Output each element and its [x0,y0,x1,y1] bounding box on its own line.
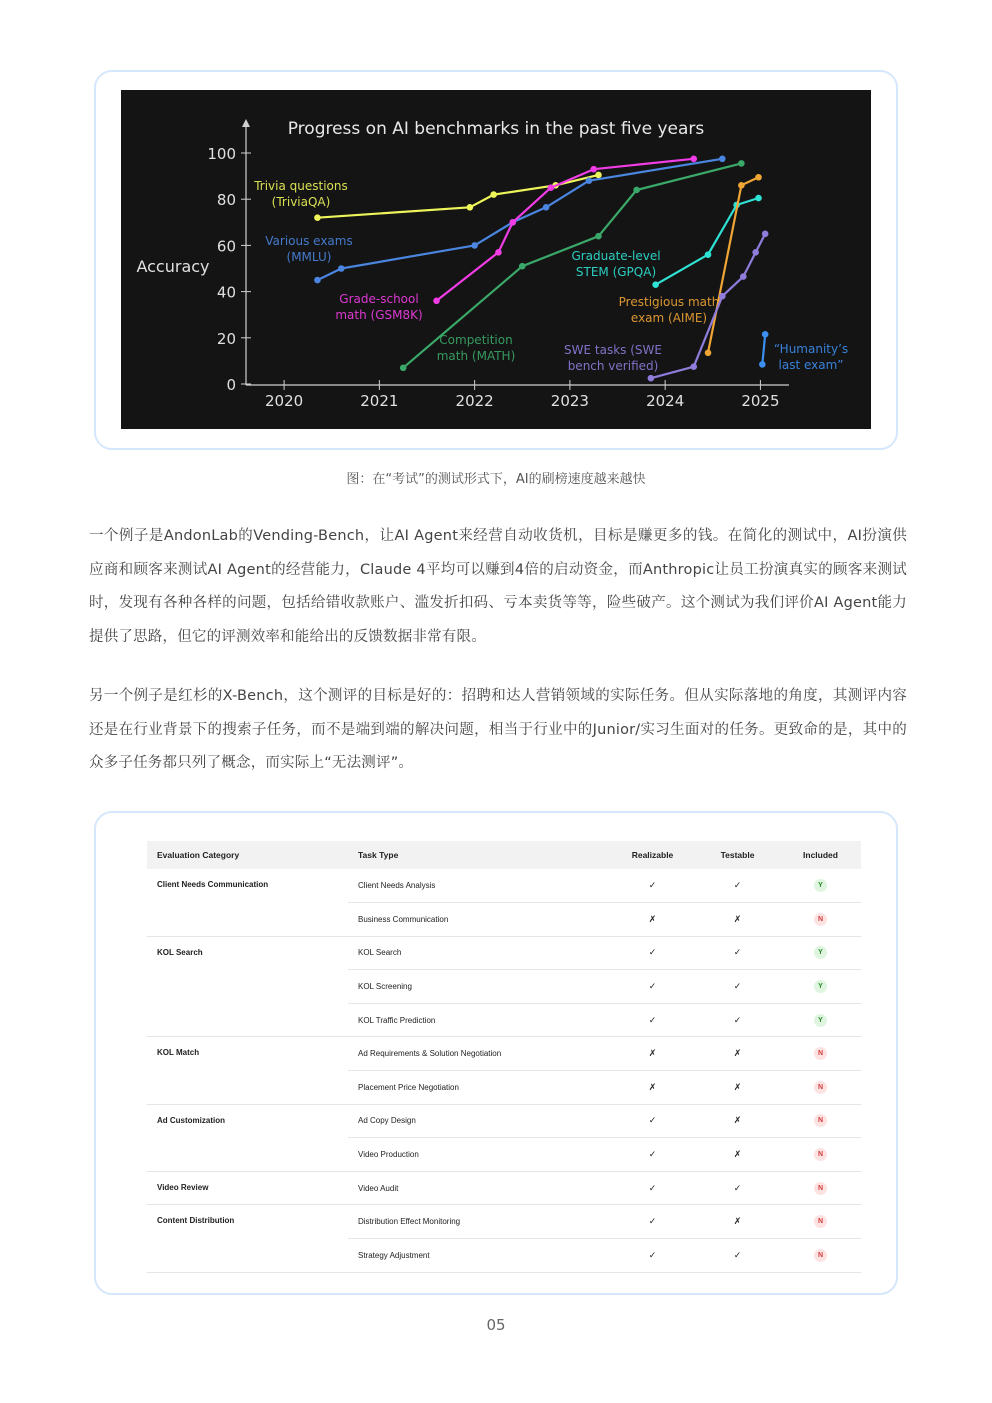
y-tick-label: 40 [216,283,236,302]
x-tick-label: 2023 [550,392,589,410]
testable-cell: ✓ [695,1171,780,1205]
x-tick-label: 2020 [265,392,304,410]
series-line [762,334,765,364]
realizable-cell: ✗ [610,1071,695,1105]
included-badge: N [814,1047,827,1060]
testable-cell: ✗ [695,1205,780,1239]
table-body [147,869,861,1272]
data-point [467,204,474,211]
data-point [586,177,593,184]
category-cell: Ad Customization [147,1104,348,1171]
included-cell [780,869,861,903]
included-cell [780,1037,861,1071]
included-badge: N [814,1249,827,1262]
realizable-cell: ✓ [610,1239,695,1273]
realizable-cell: ✓ [610,1104,695,1138]
data-point [495,249,502,256]
realizable-cell: ✓ [610,1003,695,1037]
x-tick-label: 2021 [360,392,399,410]
y-tick-label: 0 [226,376,236,394]
included-cell [780,936,861,970]
testable-cell: ✗ [695,1138,780,1172]
y-tick-label: 80 [216,191,236,210]
series-label: Graduate-level [571,249,661,263]
included-badge: N [814,1182,827,1195]
data-point [759,361,766,368]
table-row [147,1205,861,1239]
data-point [705,251,712,258]
header-evaluation-category: Evaluation Category [147,841,348,869]
task-type-cell: Video Production [348,1138,610,1172]
table-row [147,936,861,970]
page-number: 05 [486,1316,506,1334]
task-type-cell: Ad Requirements & Solution Negotiation [348,1037,610,1071]
included-cell [780,1171,861,1205]
data-point [471,242,478,249]
data-point [652,281,659,288]
testable-cell: ✗ [695,1104,780,1138]
table-header-row [147,841,861,869]
series-label: Trivia questions [254,179,348,193]
benchmark-chart [121,90,871,429]
realizable-cell: ✓ [610,869,695,903]
realizable-cell: ✓ [610,1171,695,1205]
series-label: exam (AIME) [630,311,708,325]
realizable-cell: ✓ [610,970,695,1004]
series-line [708,177,759,352]
data-point [433,298,440,305]
x-tick-label: 2024 [646,392,685,410]
included-badge: N [814,1148,827,1161]
realizable-cell: ✓ [610,1205,695,1239]
header-included: Included [780,841,861,869]
table-row [147,869,861,903]
testable-cell: ✗ [695,903,780,937]
included-badge: Y [814,879,827,892]
included-badge: N [814,1215,827,1228]
series-line [317,175,598,218]
series-line [656,198,759,285]
paragraph-x-bench: 另一个例子是红杉的X-Bench，这个测评的目标是好的：招聘和达人营销领域的实际任务。但从实际落地的角度，其测评内容还是在行业背景下的搜索子任务，而不是端到端的解决问题，相当于行业中的Junior/实习生面对的任务。更致命的是，其中的众多子任务都只列了概念，而实际上“无法测评”。 [89,688,907,771]
task-type-cell: Business Communication [348,903,610,937]
category-cell: Video Review [147,1171,348,1205]
y-tick-label: 20 [216,329,236,348]
included-cell [780,1003,861,1037]
task-type-cell: KOL Traffic Prediction [348,1003,610,1037]
data-point [314,214,321,221]
data-point [509,219,516,226]
table-row [147,1037,861,1071]
y-axis-arrow [242,119,250,127]
data-point [595,233,602,240]
table-row [147,1171,861,1205]
paragraph-vending-bench: 一个例子是AndonLab的Vending-Bench，让AI Agent来经营自动收货机，目标是赚更多的钱。在简化的测试中，AI扮演供应商和顾客来测试AI Agent的经营能力，Claude 4平均可以赚到4倍的启动资金，而Anthropic让员工扮演真实的顾客来测试时，发现有各种各样的问题，包括给错收款账户、滥发折扣码、亏本卖货等等，险些破产。这个测试为我们评价AI Agent能力提供了思路，但它的评测效率和能给出的反馈数据非常有限。 [89,528,907,645]
included-cell [780,903,861,937]
testable-cell: ✓ [695,970,780,1004]
task-type-cell: Video Audit [348,1171,610,1205]
series-label: Competition [439,333,513,347]
data-point [690,155,697,162]
data-point [762,231,769,238]
category-cell: Client Needs Communication [147,869,348,936]
testable-cell: ✓ [695,1239,780,1273]
included-badge: Y [814,1014,827,1027]
data-point [595,172,602,179]
realizable-cell: ✓ [610,1138,695,1172]
data-point [755,195,762,202]
x-tick-label: 2025 [741,392,780,410]
series-label: Various exams [265,234,353,248]
category-cell: Content Distribution [147,1205,348,1272]
y-axis-label: Accuracy [136,257,210,276]
testable-cell: ✓ [695,936,780,970]
series-label: (TriviaQA) [271,195,331,209]
data-point [705,350,712,357]
realizable-cell: ✗ [610,1037,695,1071]
data-point [690,363,697,370]
x-tick-label: 2022 [455,392,494,410]
series-label: math (GSM8K) [335,308,423,322]
data-point [548,184,555,191]
included-cell [780,1071,861,1105]
included-cell [780,970,861,1004]
data-point [719,293,726,300]
task-type-cell: Client Needs Analysis [348,869,610,903]
data-point [633,187,640,194]
task-type-cell: Placement Price Negotiation [348,1071,610,1105]
header-realizable: Realizable [610,841,695,869]
series-label: SWE tasks (SWE [564,343,662,357]
table-row [147,1104,861,1138]
y-tick-label: 100 [207,145,236,163]
task-type-cell: Ad Copy Design [348,1104,610,1138]
realizable-cell: ✓ [610,936,695,970]
data-point [755,174,762,181]
data-point [738,160,745,167]
series-label: math (MATH) [436,349,516,363]
testable-cell: ✗ [695,1071,780,1105]
included-cell [780,1239,861,1273]
included-cell [780,1138,861,1172]
figure-caption: 图：在“考试”的测试形式下，AI的刷榜速度越来越快 [346,472,646,487]
included-cell [780,1205,861,1239]
series-label: Grade-school [339,292,419,306]
data-point [314,277,321,284]
task-type-cell: KOL Screening [348,970,610,1004]
series-label: bench verified) [567,359,659,373]
series-label: (MMLU) [286,250,332,264]
data-point [338,265,345,272]
chart-title: Progress on AI benchmarks in the past five years [287,119,705,139]
y-tick-label: 60 [216,237,236,256]
task-type-cell: KOL Search [348,936,610,970]
included-badge: N [814,913,827,926]
series-line [317,159,722,280]
task-type-cell: Distribution Effect Monitoring [348,1205,610,1239]
category-cell: KOL Search [147,936,348,1037]
included-badge: N [814,1114,827,1127]
testable-cell: ✗ [695,1037,780,1071]
included-cell [780,1104,861,1138]
testable-cell: ✓ [695,869,780,903]
included-badge: Y [814,980,827,993]
data-point [752,249,759,256]
evaluation-table [147,841,861,1273]
data-point [762,331,769,338]
data-point [519,263,526,270]
header-testable: Testable [695,841,780,869]
data-point [738,182,745,189]
included-badge: N [814,1081,827,1094]
data-point [400,365,407,372]
series-line [437,159,694,301]
data-point [490,191,497,198]
task-type-cell: Strategy Adjustment [348,1239,610,1273]
category-cell: KOL Match [147,1037,348,1104]
testable-cell: ✓ [695,1003,780,1037]
series-label: Prestigious math [618,295,720,309]
data-point [740,273,747,280]
chart-svg [121,90,871,429]
included-badge: Y [814,946,827,959]
data-point [719,155,726,162]
series-label: STEM (GPQA) [575,265,657,279]
realizable-cell: ✗ [610,903,695,937]
data-point [543,204,550,211]
header-task-type: Task Type [348,841,610,869]
data-point [648,375,655,382]
series-label: last exam” [778,358,844,372]
series-label: “Humanity’s [773,342,849,356]
data-point [590,166,597,173]
